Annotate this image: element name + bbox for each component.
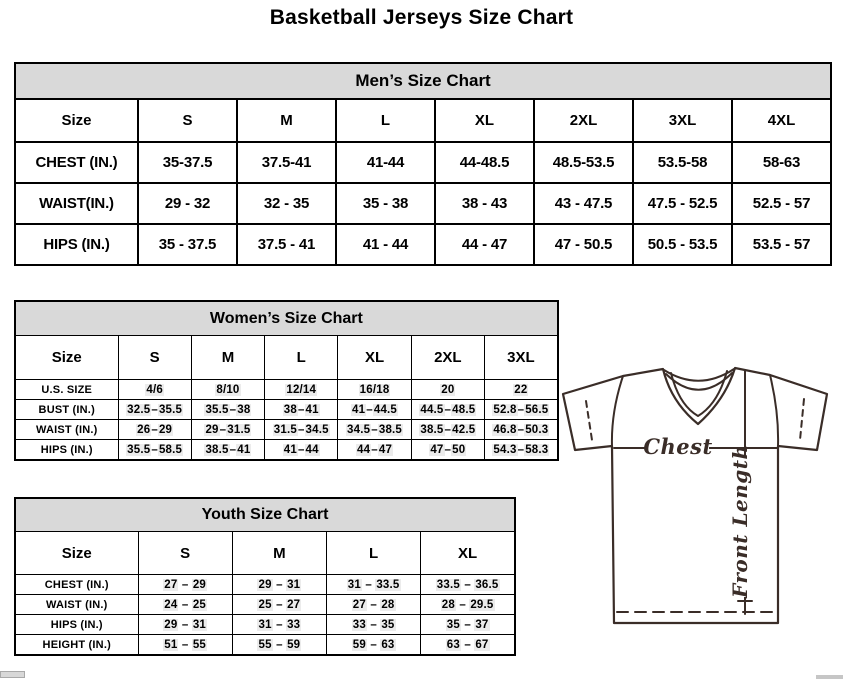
size-value-cell: 35.5–38	[191, 400, 264, 420]
table-row	[15, 595, 515, 615]
size-value-cell: 37.5 - 41	[237, 224, 336, 265]
size-value-cell: 44 - 47	[435, 224, 534, 265]
size-value-cell: 4/6	[118, 380, 191, 400]
right-cuff-dashed-line	[800, 399, 804, 440]
row-label: WAIST (IN.)	[15, 420, 118, 440]
size-value-cell: 35.5–58.5	[118, 440, 191, 461]
size-value-cell: 52.5 - 57	[732, 183, 831, 224]
women-table-title: Women’s Size Chart	[15, 301, 558, 336]
size-value-cell: 31.5–34.5	[265, 420, 338, 440]
size-value-cell: 44.5–48.5	[411, 400, 484, 420]
youth-size-table-container	[14, 497, 516, 656]
size-value-cell: 47.5 - 52.5	[633, 183, 732, 224]
size-value-cell: 35 - 37.5	[138, 224, 237, 265]
size-value-cell: 35 – 37	[421, 615, 515, 635]
men-header-row	[15, 99, 831, 142]
men-title-row	[15, 63, 831, 99]
size-value-cell: 26–29	[118, 420, 191, 440]
size-value-cell: 27 – 29	[138, 575, 232, 595]
size-value-cell: 47 - 50.5	[534, 224, 633, 265]
right-armhole-seam	[770, 375, 778, 446]
size-value-cell: 54.3–58.3	[484, 440, 557, 461]
left-armhole-seam	[612, 376, 623, 446]
left-cuff-dashed-line	[586, 401, 592, 440]
table-row	[15, 420, 558, 440]
row-label: HEIGHT (IN.)	[15, 635, 138, 656]
column-header: Size	[15, 532, 138, 575]
row-label: U.S. SIZE	[15, 380, 118, 400]
page-title: Basketball Jerseys Size Chart	[269, 6, 574, 29]
size-value-cell: 25 – 27	[232, 595, 326, 615]
column-header: M	[232, 532, 326, 575]
size-value-cell: 35-37.5	[138, 142, 237, 183]
size-value-cell: 41 - 44	[336, 224, 435, 265]
column-header: L	[265, 336, 338, 380]
size-value-cell: 29 - 32	[138, 183, 237, 224]
size-value-cell: 38.5–41	[191, 440, 264, 461]
table-row	[15, 615, 515, 635]
column-header: M	[191, 336, 264, 380]
table-row	[15, 400, 558, 420]
size-value-cell: 50.5 - 53.5	[633, 224, 732, 265]
row-label: HIPS (IN.)	[15, 615, 138, 635]
size-value-cell: 58-63	[732, 142, 831, 183]
size-value-cell: 53.5-58	[633, 142, 732, 183]
row-label: HIPS (IN.)	[15, 224, 138, 265]
column-header: 3XL	[484, 336, 557, 380]
size-value-cell: 33.5 – 36.5	[421, 575, 515, 595]
column-header: 2XL	[534, 99, 633, 142]
size-value-cell: 53.5 - 57	[732, 224, 831, 265]
size-value-cell: 24 – 25	[138, 595, 232, 615]
size-value-cell: 44–47	[338, 440, 411, 461]
column-header: 2XL	[411, 336, 484, 380]
mens-size-table-container	[14, 62, 832, 266]
horizontal-scrollbar-fragment-right[interactable]	[816, 675, 843, 679]
column-header: 3XL	[633, 99, 732, 142]
column-header: S	[138, 532, 232, 575]
women-size-table	[14, 300, 559, 461]
youth-header-row	[15, 532, 515, 575]
men-table-title: Men’s Size Chart	[15, 63, 831, 99]
jersey-measurement-diagram	[555, 360, 843, 660]
size-value-cell: 33 – 35	[327, 615, 421, 635]
front-length-label: Front Length	[728, 444, 752, 598]
size-value-cell: 63 – 67	[421, 635, 515, 656]
size-value-cell: 47–50	[411, 440, 484, 461]
column-header: L	[327, 532, 421, 575]
size-value-cell: 32.5–35.5	[118, 400, 191, 420]
row-label: WAIST(IN.)	[15, 183, 138, 224]
table-row	[15, 183, 831, 224]
table-row	[15, 635, 515, 656]
column-header: 4XL	[732, 99, 831, 142]
table-row	[15, 380, 558, 400]
column-header: M	[237, 99, 336, 142]
size-value-cell: 51 – 55	[138, 635, 232, 656]
column-header: S	[138, 99, 237, 142]
jersey-outline	[563, 368, 827, 623]
size-value-cell: 29 – 31	[232, 575, 326, 595]
size-value-cell: 31 – 33.5	[327, 575, 421, 595]
row-label: CHEST (IN.)	[15, 142, 138, 183]
youth-size-table	[14, 497, 516, 656]
chest-label: Chest	[643, 434, 713, 459]
size-value-cell: 48.5-53.5	[534, 142, 633, 183]
youth-table-title: Youth Size Chart	[15, 498, 515, 532]
table-row	[15, 224, 831, 265]
column-header: XL	[421, 532, 515, 575]
size-value-cell: 41–44.5	[338, 400, 411, 420]
row-label: HIPS (IN.)	[15, 440, 118, 461]
size-value-cell: 34.5–38.5	[338, 420, 411, 440]
column-header: Size	[15, 99, 138, 142]
size-value-cell: 28 – 29.5	[421, 595, 515, 615]
size-value-cell: 22	[484, 380, 557, 400]
row-label: CHEST (IN.)	[15, 575, 138, 595]
size-value-cell: 38–41	[265, 400, 338, 420]
women-header-row	[15, 336, 558, 380]
size-value-cell: 44-48.5	[435, 142, 534, 183]
youth-title-row	[15, 498, 515, 532]
column-header: XL	[435, 99, 534, 142]
size-value-cell: 27 – 28	[327, 595, 421, 615]
size-value-cell: 32 - 35	[237, 183, 336, 224]
size-value-cell: 38 - 43	[435, 183, 534, 224]
table-row	[15, 142, 831, 183]
column-header: XL	[338, 336, 411, 380]
row-label: BUST (IN.)	[15, 400, 118, 420]
size-value-cell: 12/14	[265, 380, 338, 400]
row-label: WAIST (IN.)	[15, 595, 138, 615]
size-value-cell: 31 – 33	[232, 615, 326, 635]
size-value-cell: 8/10	[191, 380, 264, 400]
size-value-cell: 38.5–42.5	[411, 420, 484, 440]
size-value-cell: 43 - 47.5	[534, 183, 633, 224]
size-value-cell: 16/18	[338, 380, 411, 400]
table-row	[15, 440, 558, 461]
column-header: Size	[15, 336, 118, 380]
size-value-cell: 52.8–56.5	[484, 400, 557, 420]
womens-size-table-container	[14, 300, 559, 461]
column-header: L	[336, 99, 435, 142]
column-header: S	[118, 336, 191, 380]
men-size-table	[14, 62, 832, 266]
size-value-cell: 59 – 63	[327, 635, 421, 656]
size-value-cell: 41–44	[265, 440, 338, 461]
size-value-cell: 20	[411, 380, 484, 400]
size-value-cell: 37.5-41	[237, 142, 336, 183]
table-row	[15, 575, 515, 595]
size-value-cell: 41-44	[336, 142, 435, 183]
women-title-row	[15, 301, 558, 336]
horizontal-scrollbar-thumb-left[interactable]	[0, 671, 25, 678]
size-value-cell: 29–31.5	[191, 420, 264, 440]
size-value-cell: 55 – 59	[232, 635, 326, 656]
size-value-cell: 46.8–50.3	[484, 420, 557, 440]
size-value-cell: 29 – 31	[138, 615, 232, 635]
size-value-cell: 35 - 38	[336, 183, 435, 224]
